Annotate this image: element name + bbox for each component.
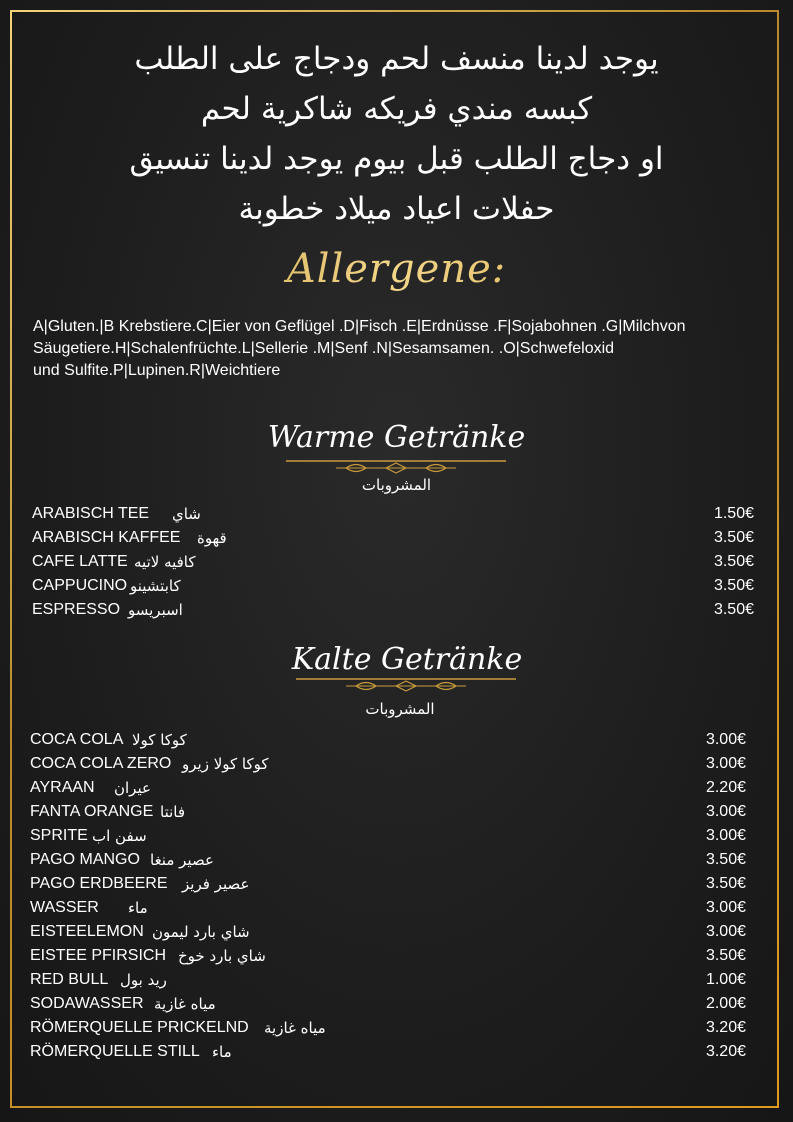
item-price: 3.50€: [713, 529, 754, 546]
item-arabic: عصير فريز: [182, 875, 250, 893]
item-price: 3.50€: [713, 577, 754, 594]
list-item: [30, 728, 746, 752]
cold-section-title: Kalte Getränke: [291, 642, 523, 677]
item-arabic: قهوة: [197, 529, 227, 547]
item-name: AYRAAN: [30, 779, 95, 796]
item-name: COCA COLA ZERO: [30, 755, 172, 772]
item-arabic: ماء: [128, 899, 148, 917]
item-name: ESPRESSO: [32, 601, 121, 618]
item-name: ARABISCH TEE: [32, 505, 150, 522]
list-item: [30, 800, 746, 824]
item-price: 3.50€: [713, 601, 754, 618]
list-item: [30, 1040, 746, 1064]
item-price: 3.20€: [705, 1019, 746, 1036]
arabic-intro: [60, 34, 733, 234]
item-price: 2.00€: [705, 995, 746, 1012]
item-arabic: ريد بول: [120, 971, 167, 989]
warm-section-subtitle: المشروبات: [361, 476, 432, 494]
item-price: 3.20€: [705, 1043, 746, 1060]
item-name: EISTEE PFIRSICH: [30, 947, 167, 964]
list-item: [32, 574, 754, 598]
list-item: [30, 752, 746, 776]
item-name: COCA COLA: [30, 731, 124, 748]
allergen-list: [33, 316, 773, 382]
list-item: [30, 992, 746, 1016]
list-item: [30, 1016, 746, 1040]
item-arabic: كابتشينو: [130, 577, 181, 595]
item-price: 3.50€: [705, 947, 746, 964]
intro-line: كبسه مندي فريكه شاكرية لحم: [200, 91, 593, 127]
item-name: SPRITE: [30, 827, 88, 844]
item-arabic: كوكا كولا زيرو: [182, 755, 269, 773]
list-item: [30, 896, 746, 920]
item-price: 2.20€: [705, 779, 746, 796]
item-arabic: شاي بارد خوخ: [178, 947, 266, 965]
item-name: WASSER: [30, 899, 99, 916]
allergen-line: A|Gluten.|B Krebstiere.C|Eier von Geflügel .D|Fisch .E|Erdnüsse .F|Sojabohnen .G|Milchvon: [33, 318, 686, 335]
item-name: FANTA ORANGE: [30, 803, 154, 820]
item-arabic: سفن اب: [92, 827, 147, 845]
item-price: 3.00€: [705, 899, 746, 916]
allergen-line: Säugetiere.H|Schalenfrüchte.L|Sellerie .M|Senf .N|Sesamsamen. .O|Schwefeloxid: [33, 340, 615, 357]
cold-section-subtitle: المشروبات: [365, 700, 435, 718]
item-name: ARABISCH KAFFEE: [32, 529, 181, 546]
list-item: [30, 968, 746, 992]
item-arabic: فانتا: [160, 803, 186, 821]
intro-line: او دجاج الطلب قبل بيوم يوجد لدينا تنسيق: [129, 141, 664, 177]
allergen-line: und Sulfite.P|Lupinen.R|Weichtiere: [33, 362, 281, 379]
list-item: [30, 776, 746, 800]
list-item: [30, 872, 746, 896]
item-price: 3.00€: [705, 827, 746, 844]
item-price: 3.00€: [705, 731, 746, 748]
item-arabic: ماء: [212, 1043, 232, 1061]
item-price: 1.50€: [713, 505, 754, 522]
warm-section-title: Warme Getränke: [267, 420, 526, 455]
item-arabic: مياه غازية: [154, 995, 216, 1013]
item-price: 3.50€: [705, 875, 746, 892]
item-arabic: كافيه لاتيه: [134, 553, 196, 571]
item-arabic: عيران: [114, 779, 151, 797]
item-name: PAGO MANGO: [30, 851, 140, 868]
item-name: PAGO ERDBEERE: [30, 875, 168, 892]
cold-drinks-list: [30, 728, 746, 1064]
intro-line: يوجد لدينا منسف لحم ودجاج على الطلب: [134, 41, 659, 77]
item-name: RÖMERQUELLE PRICKELND: [30, 1019, 249, 1036]
item-arabic: مياه غازية: [264, 1019, 326, 1037]
item-price: 3.50€: [705, 851, 746, 868]
list-item: [30, 824, 746, 848]
item-arabic: اسبريسو: [128, 601, 183, 619]
item-price: 3.00€: [705, 803, 746, 820]
list-item: [32, 526, 754, 550]
item-name: CAPPUCINO: [32, 577, 128, 594]
list-item: [30, 920, 746, 944]
intro-line: حفلات اعياد ميلاد خطوبة: [238, 191, 555, 227]
item-name: EISTEELEMON: [30, 923, 144, 940]
item-arabic: كوكا كولا: [132, 731, 187, 749]
list-item: [32, 598, 754, 622]
item-price: 3.00€: [705, 755, 746, 772]
allergen-title: Allergene:: [0, 246, 793, 292]
list-item: [32, 502, 754, 526]
item-price: 1.00€: [705, 971, 746, 988]
ornament-divider-icon: [296, 676, 516, 692]
item-name: CAFE LATTE: [32, 553, 128, 570]
item-name: RÖMERQUELLE STILL: [30, 1043, 200, 1060]
item-name: RED BULL: [30, 971, 109, 988]
item-name: SODAWASSER: [30, 995, 144, 1012]
list-item: [30, 848, 746, 872]
list-item: [32, 550, 754, 574]
item-arabic: شاي بارد ليمون: [152, 923, 250, 941]
item-arabic: شاي: [172, 505, 201, 523]
item-price: 3.50€: [713, 553, 754, 570]
ornament-divider-icon: [286, 458, 506, 474]
item-price: 3.00€: [705, 923, 746, 940]
list-item: [30, 944, 746, 968]
item-arabic: عصير منغا: [150, 851, 214, 869]
warm-drinks-list: [32, 502, 754, 622]
